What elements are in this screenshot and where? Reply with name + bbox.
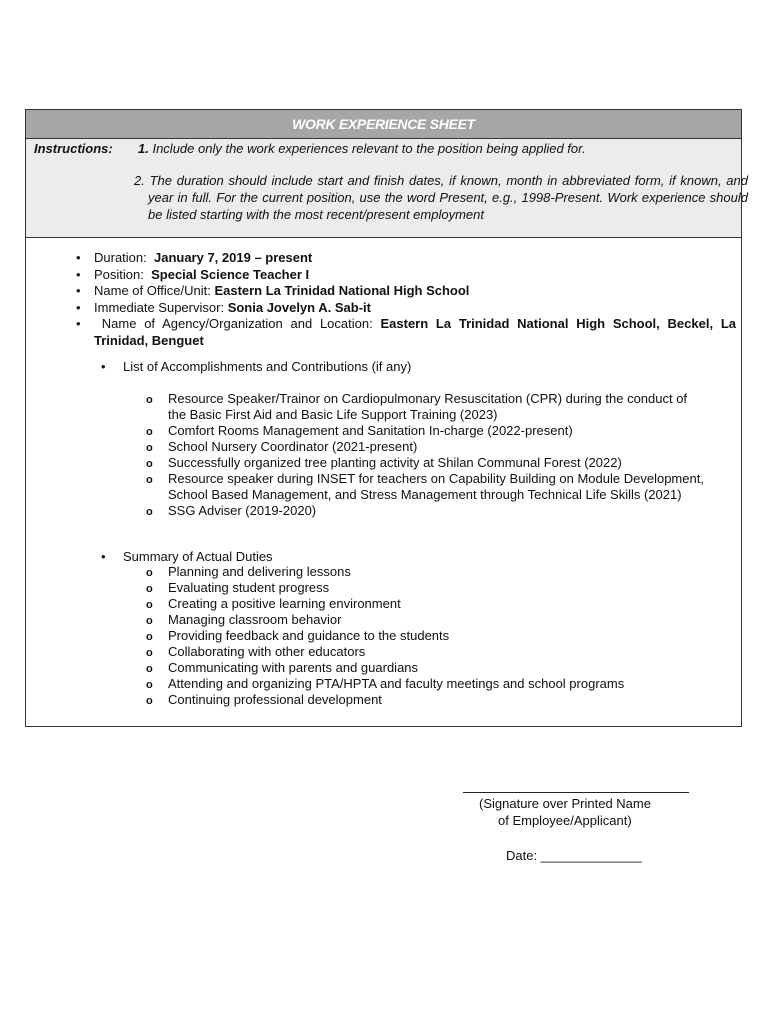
date-field: Date: ______________: [506, 848, 642, 863]
signature-line: [463, 792, 689, 793]
signature-caption-line2: of Employee/Applicant): [498, 813, 632, 828]
list-item: o Continuing professional development: [144, 692, 704, 708]
duration-value: January 7, 2019 – present: [153, 250, 313, 265]
instruction-item-1-number: 1.: [138, 141, 149, 156]
instruction-item-1: [138, 141, 586, 156]
list-item: o Managing classroom behavior: [144, 612, 704, 628]
supervisor-value: Sonia Jovelyn A. Sab-it: [227, 299, 371, 315]
office-label: Name of Office/Unit:: [94, 283, 211, 298]
sheet-title: WORK EXPERIENCE SHEET: [26, 110, 741, 139]
accomplishments-heading: • List of Accomplishments and Contributions (if any): [101, 359, 411, 374]
experience-details: [76, 250, 736, 349]
list-item: o Creating a positive learning environment: [144, 596, 704, 612]
list-item: o School Nursery Coordinator (2021-present): [144, 439, 704, 455]
supervisor-item: [76, 300, 736, 317]
office-value: Eastern La Trinidad National High School: [214, 283, 470, 298]
list-item: o Successfully organized tree planting activity at Shilan Communal Forest (2022): [144, 455, 704, 471]
supervisor-label: Immediate Supervisor:: [94, 299, 225, 315]
duties-list: [144, 564, 704, 708]
agency-value: Eastern La Trinidad National High School, Beckel, La Trinidad, Benguet: [94, 316, 736, 348]
position-item: [76, 267, 736, 284]
agency-label: Name of Agency/Organization and Location:: [101, 316, 373, 331]
instructions-label: Instructions:: [34, 141, 113, 156]
signature-caption-line1: (Signature over Printed Name: [479, 796, 651, 811]
accomplishments-list: [144, 391, 704, 519]
duration-label: Duration:: [94, 250, 147, 265]
list-item: o Collaborating with other educators: [144, 644, 704, 660]
list-item: o Resource Speaker/Trainor on Cardiopulmonary Resuscitation (CPR) during the conduct of the Basic First Aid and Basic Life Support Training (2023): [144, 391, 704, 423]
instruction-item-2: 2. The duration should include start and finish dates, if known, month in abbreviated form, if known, and year in full. For the current position, use the word Present, e.g., 1998-Present. Work experience should be listed starting with the most recent/present employment: [134, 173, 748, 222]
list-item: o SSG Adviser (2019-2020): [144, 503, 704, 519]
list-item: o Evaluating student progress: [144, 580, 704, 596]
list-item: o Attending and organizing PTA/HPTA and faculty meetings and school programs: [144, 676, 704, 692]
list-item: o Planning and delivering lessons: [144, 564, 704, 580]
duration-item: [76, 250, 736, 267]
instructions-section: [26, 139, 748, 238]
list-item: o Providing feedback and guidance to the students: [144, 628, 704, 644]
list-item: o Resource speaker during INSET for teachers on Capability Building on Module Development, School Based Management, and Stress Management through Technical Life Skills (2021): [144, 471, 704, 503]
work-experience-sheet: [25, 109, 748, 727]
duties-heading: • Summary of Actual Duties: [101, 549, 273, 564]
list-item: o Communicating with parents and guardians: [144, 660, 704, 676]
agency-item: [76, 316, 736, 349]
position-label: Position:: [94, 266, 144, 282]
position-value: Special Science Teacher I: [151, 266, 310, 282]
list-item: o Comfort Rooms Management and Sanitation In-charge (2022-present): [144, 423, 704, 439]
instruction-item-1-text: Include only the work experiences relevant to the position being applied for.: [152, 141, 586, 156]
office-item: [76, 283, 736, 300]
